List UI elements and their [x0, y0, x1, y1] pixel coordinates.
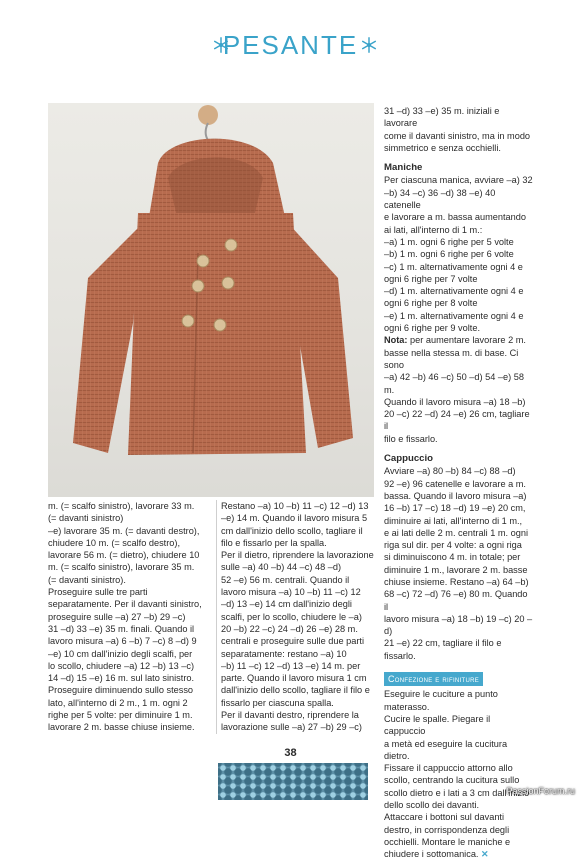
text-line: destro, in corrispondenza degli	[384, 824, 510, 835]
text-line: e lavorare a m. bassa aumentando	[384, 212, 526, 223]
text-line: –c) 1 m. alternativamente ogni 4 e	[384, 261, 523, 272]
text-line: 68 –c) 72 –d) 76 –e) 80 m. Quando il	[384, 589, 528, 612]
text-line: Proseguire diminuendo sullo stesso	[48, 685, 194, 696]
text-line: (= davanti sinistro).	[48, 574, 126, 585]
text-line: materasso.	[384, 701, 430, 712]
text-line: ogni 6 righe per 8 volte	[384, 298, 478, 309]
text-line: –d) 13 –e) 14 cm dall'inizio degli	[221, 599, 352, 610]
text-line: 20 –c) 22 –d) 24 –e) 26 cm, tagliare il	[384, 409, 530, 432]
text-line: chiudere i sottomanica.	[384, 849, 479, 860]
last-line	[384, 848, 534, 860]
text-line: ai lati, all'interno di 1 m.:	[384, 224, 483, 235]
text-line: 31 –d) 33 –e) 35 m. finali. Quando il	[48, 623, 195, 634]
text-line: si diminuiscono 4 m. in totale; per	[384, 552, 521, 563]
text-line: Per ciascuna manica, avviare –a) 32	[384, 175, 533, 186]
text-line: separatamente: restano –a) 10	[221, 648, 347, 659]
text-line: dall'inizio dello scollo, tagliare il filo e	[221, 685, 370, 696]
text-line: –b) 34 –c) 36 –d) 38 –e) 40 catenelle	[384, 187, 496, 211]
text-line: e ai lati delle 2 m. centrali 1 m. ogni	[384, 527, 529, 538]
text-line: filo e fissarlo per la spalla.	[221, 537, 327, 548]
text-line: –e) 14 m. Quando il lavoro misura 5	[221, 513, 368, 524]
text-line: sulle –a) 40 –b) 44 –c) 48 –d)	[221, 562, 342, 573]
nota-line	[384, 334, 534, 346]
text-line: –b) 1 m. ogni 6 righe per 6 volte	[384, 249, 514, 260]
text-line: lato, all'interno di 2 m., 1 m. ogni 2	[48, 697, 188, 708]
section-title-cappuccio: Cappuccio	[384, 453, 434, 465]
text-line: 16 –b) 17 –c) 18 –d) 19 –e) 20 cm,	[384, 503, 526, 514]
text-line: (= davanti sinistro)	[48, 513, 124, 524]
text-line: –e) 10 cm dall'inizio degli scalfi, per	[48, 648, 193, 659]
text-line: basse nella stessa m. di base. Ci sono	[384, 347, 519, 370]
text-line: come il davanti sinistro, ma in modo	[384, 130, 531, 141]
section-title-confezione: Confezione e rifiniture	[384, 672, 483, 686]
text-line: centrali e proseguire sulle due parti	[221, 636, 364, 647]
page-number: 38	[284, 747, 297, 759]
text-line: m. (= scalfo sinistro), lavorare 35 m.	[48, 562, 195, 573]
text-line: 20 –b) 22 –c) 24 –d) 26 –e) 28 m.	[221, 623, 358, 634]
text-line: 21 –e) 22 cm, tagliare il filo e fissarlo.	[384, 638, 502, 661]
nota-text: per aumentare lavorare 2 m.	[407, 335, 526, 346]
text-line: simmetrico e senza occhielli.	[384, 142, 501, 153]
text-line: lavoro misura –a) 10 –b) 11 –c) 12	[221, 587, 361, 598]
text-line: dello scollo dei davanti.	[384, 800, 479, 811]
crochet-coat-illustration	[48, 103, 374, 497]
text-line: filo e fissarlo.	[384, 433, 438, 444]
text-line: lavorare 56 m. (= dietro), chiudere 10	[48, 550, 200, 561]
watermark: PassionForum.ru	[506, 786, 575, 796]
text-line: Quando il lavoro misura –a) 18 –b)	[384, 396, 526, 407]
end-cross-icon: ✕	[481, 849, 489, 860]
page-header	[0, 28, 581, 62]
text-line: Eseguire le cuciture a punto	[384, 689, 498, 700]
snowflake-icon	[360, 36, 378, 54]
text-line: 92 –e) 96 catenelle e lavorare a m.	[384, 478, 526, 489]
wooden-peg	[198, 105, 218, 125]
page-title: PESANTE	[222, 30, 359, 60]
text-line: 52 –e) 56 m. centrali. Quando il	[221, 574, 350, 585]
text-line: lo scollo, chiudere –a) 12 –b) 13 –c)	[48, 660, 195, 671]
text-line: scollo, centrando la cucitura sullo	[384, 775, 520, 786]
text-line: scalfi, per lo scollo, chiudere le –a)	[221, 611, 362, 622]
text-line: –b) 11 –c) 12 –d) 13 –e) 14 m. per	[221, 660, 361, 671]
text-line: chiuse insieme. Restano –a) 64 –b)	[384, 576, 529, 587]
text-line: righe per 5 volte: per diminuire 1 m.	[48, 710, 193, 721]
text-line: –e) 1 m. alternativamente ogni 4 e	[384, 310, 524, 321]
text-line: occhielli. Montare le maniche e	[384, 836, 511, 847]
text-line: lavorare 2 m. basse chiuse insieme.	[48, 722, 195, 733]
section-title-maniche: Maniche	[384, 162, 423, 174]
text-line: 31 –d) 33 –e) 35 m. iniziali e lavorare	[384, 106, 500, 129]
coat-photo	[48, 103, 374, 497]
text-line: proseguire sulle –a) 27 –b) 29 –c)	[48, 611, 186, 622]
text-column-1	[48, 500, 208, 734]
text-line: Attaccare i bottoni sul davanti	[384, 812, 505, 823]
text-line: lavoro misura –a) 18 –b) 19 –c) 20 –d)	[384, 613, 533, 637]
text-line: –a) 1 m. ogni 6 righe per 5 volte	[384, 236, 514, 247]
text-line: a metà ed eseguire la cucitura dietro.	[384, 738, 508, 761]
text-line: bassa. Quando il lavoro misura –a)	[384, 490, 527, 501]
text-line: separatamente. Per il davanti sinistro,	[48, 599, 202, 610]
text-line: Avviare –a) 80 –b) 84 –c) 88 –d)	[384, 466, 516, 477]
text-line: –e) lavorare 35 m. (= davanti destro),	[48, 525, 200, 536]
text-line: ogni 6 righe per 9 volte.	[384, 323, 481, 334]
text-line: fissarlo per ciascuna spalla.	[221, 697, 334, 708]
text-line: riga sul dir. per 4 volte: a ogni riga	[384, 540, 522, 551]
text-line: –d) 1 m. alternativamente ogni 4 e	[384, 286, 524, 297]
text-line: Restano –a) 10 –b) 11 –c) 12 –d) 13	[221, 501, 369, 511]
text-line: scollo dietro e i lati a 3 cm dall'inizio	[384, 787, 530, 798]
text-line: lavorazione sulle –a) 27 –b) 29 –c)	[221, 722, 362, 733]
nota-label: Nota:	[384, 335, 408, 346]
text-line: Proseguire sulle tre parti	[48, 587, 148, 598]
text-line: –a) 42 –b) 46 –c) 50 –d) 54 –e) 58 m.	[384, 372, 524, 395]
text-line: diminuire 1 m., lavorare 2 m. basse	[384, 564, 528, 575]
stitch-swatch-image	[218, 763, 368, 800]
text-line: Per il davanti destro, riprendere la	[221, 710, 359, 721]
text-line: Cucire le spalle. Piegare il cappuccio	[384, 713, 491, 737]
text-line: diminuire ai lati, all'interno di 1 m.,	[384, 515, 523, 526]
text-line: cm dall'inizio dello scollo, tagliare il	[221, 525, 363, 536]
text-line: 14 –d) 15 –e) 16 m. sul lato sinistro.	[48, 673, 195, 684]
text-line: parte. Quando il lavoro misura 1 cm	[221, 673, 367, 684]
text-line: Per il dietro, riprendere la lavorazione	[221, 550, 374, 561]
text-line: chiudere 10 m. (= scalfo destro),	[48, 537, 181, 548]
text-line: Fissare il cappuccio attorno allo	[384, 763, 513, 774]
text-line: lavoro misura –a) 6 –b) 7 –c) 8 –d) 9	[48, 636, 197, 647]
text-line: m. (= scalfo sinistro), lavorare 33 m.	[48, 501, 195, 511]
text-column-2	[216, 500, 379, 734]
text-line: ogni 6 righe per 7 volte	[384, 273, 478, 284]
